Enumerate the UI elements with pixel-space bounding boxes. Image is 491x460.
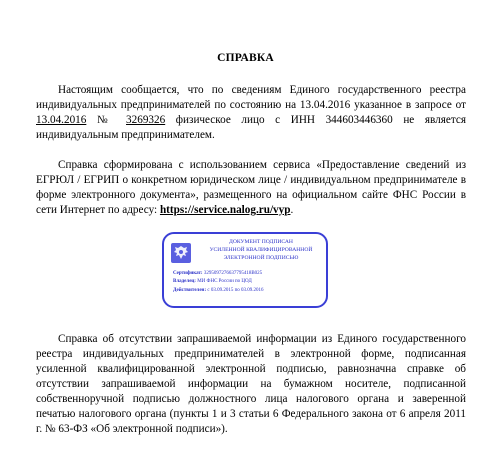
paragraph-status-text-1: Настоящим сообщается, что по сведениям Единого государственного реестра индивидуальных предпринимателей по состоянию на 13.04.2016 указанное в запросе от: [36, 84, 466, 111]
stamp-header: [200, 239, 322, 262]
stamp-validity-row: [173, 287, 322, 295]
paragraph-service-text: Справка сформирована с использованием сервиса «Предоставление сведений из ЕГРЮЛ / ЕГРИП о конкретном юридическом лице / индивидуальном предпринимателе в форме электронного документа», размещенного на официальном сайте ФНС России в сети Интернет по адресу:: [36, 159, 466, 216]
paragraph-legal-equivalence: Справка об отсутствии запрашиваемой информации из Единого государственного реестра индивидуальных предпринимателей в электронной форме, подписанная усиленной квалифицированной электронной подписью, равнозначна справке об отсутствии запрашиваемой информации на бумажном носителе, подписанной собственноручной подписью должностного лица налогового органа и заверенной печатью налогового органа (пункты 1 и 3 статьи 6 Федерального закона от 6 апреля 2011 г. № 63-ФЗ «Об электронной подписи»).: [36, 333, 466, 435]
stamp-line-3: ЭЛЕКТРОННОЙ ПОДПИСЬЮ: [223, 254, 299, 261]
stamp-valid-label: Действителен:: [173, 287, 207, 293]
document-title: СПРАВКА: [217, 52, 274, 64]
electronic-signature-stamp: [162, 232, 328, 308]
paragraph-status-text-2: физическое лицо с ИНН 344603446360 не является индивидуальным предпринимателем.: [36, 114, 466, 141]
stamp-line-2: УСИЛЕННОЙ КВАЛИФИЦИРОВАННОЙ: [209, 246, 313, 253]
service-url-link[interactable]: https://service.nalog.ru/vyp: [159, 204, 291, 216]
stamp-owner-value: МИ ФНС России по ЦОД: [195, 279, 252, 285]
stamp-owner-row: [173, 278, 322, 286]
paragraph-service: [36, 158, 466, 218]
double-headed-eagle-emblem-icon: [170, 242, 192, 264]
stamp-line-1: ДОКУМЕНТ ПОДПИСАН: [229, 239, 293, 245]
stamp-valid-value: с 03.09.2015 по 03.09.2016: [206, 287, 264, 293]
stamp-details: [173, 270, 322, 295]
number-sign: №: [86, 114, 127, 126]
stamp-cert-label: Сертификат:: [173, 271, 203, 276]
paragraph-status: [36, 83, 466, 143]
stamp-certificate-row: [173, 270, 322, 278]
stamp-owner-label: Владелец:: [173, 279, 196, 285]
stamp-cert-value: 3295097276637795418B025: [202, 271, 263, 276]
paragraph-service-end: .: [290, 204, 294, 216]
request-date: 13.04.2016: [36, 114, 87, 126]
request-number: 3269326: [126, 114, 166, 126]
